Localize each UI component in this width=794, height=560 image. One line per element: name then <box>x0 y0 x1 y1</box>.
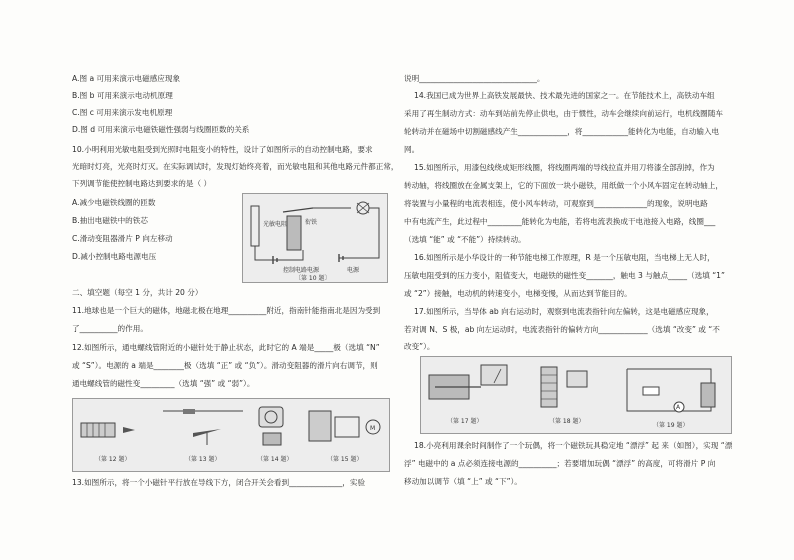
q17-line3: 改变”）。 <box>404 342 435 351</box>
q17-line2: 若对调 N、S 极，ab 向左运动时，电流表指针的偏转方向_____________（选填 “改变” 或 “不 <box>404 325 720 334</box>
figure-10-circuit <box>243 194 387 282</box>
option-b: B.图 b 可用来演示电动机原理 <box>72 91 173 100</box>
electromagnet-shape <box>287 216 301 250</box>
q10-option-c: C.滑动变阻器滑片 P 向左移动 <box>72 234 173 243</box>
q13-line2: 说明_______________________________。 <box>404 74 545 83</box>
svg-text:A: A <box>676 404 681 411</box>
figure-10 <box>242 193 388 283</box>
figure-18 <box>541 367 587 425</box>
fig14-caption: （第 14 题） <box>257 456 293 463</box>
q10-line1: 10.小明利用光敏电阻受到光照时电阻变小的特性，设计了如图所示的自动控制电路，要求 <box>72 145 373 154</box>
figure-strip-17-19-drawing <box>421 357 731 433</box>
q10-line3: 下列调节能使控制电路达到要求的是（ ） <box>72 179 212 188</box>
figure-15 <box>309 411 380 463</box>
q10-option-d: D.减小控制电路电源电压 <box>72 252 157 261</box>
figure-17 <box>429 365 507 425</box>
q18-line1: 18.小亮利用课余时间制作了一个玩偶，将一个磁铁玩具稳定地 “漂浮” 起 来（如图），实现 “漂 <box>414 441 733 450</box>
q12-line1: 12.如图所示，通电螺线管附近的小磁针处于静止状态，此时它的 A 端是_____极（选填 “N” <box>72 343 380 352</box>
fig10-power-label: 电源 <box>347 267 360 274</box>
q14-line1: 14.我国已成为世界上高铁发展最快、技术最先进的国家之一。在节能技术上，高铁动车组 <box>414 91 715 100</box>
fig18-caption: （第 18 题） <box>549 418 585 425</box>
figure-12 <box>81 423 135 463</box>
option-a: A.图 a 可用来演示电磁感应现象 <box>72 74 181 83</box>
svg-text:M: M <box>370 425 376 432</box>
fig12-caption: （第 12 题） <box>95 456 131 463</box>
figure-strip-17-19 <box>420 356 732 434</box>
q13-line1: 13.如图所示，将一个小磁针平行放在导线下方，闭合开关会看到______________，实验 <box>72 478 366 487</box>
q18-line3: 移动加以调节（填 “上” 或 “下”）。 <box>404 477 522 486</box>
q15-line1: 15.如图所示，用漆包线绕成矩形线圈，将线圈两端的导线拉直并用刀将漆全部刮掉，作为 <box>414 163 715 172</box>
q15-line4: 中有电流产生，此过程中_________能转化为电能，若将电流表换成干电池接入电路，线圈___ <box>404 217 716 226</box>
q16-line1: 16.如图所示是小华设计的一种节能电梯工作原理，R 是一个压敏电阻，当电梯上无人时， <box>414 253 715 262</box>
q14-line4: 网。 <box>404 145 420 154</box>
q11-line1: 11.地球也是一个巨大的磁体，地磁北极在地理__________附近，指南针能指南北是因为受到 <box>72 306 381 315</box>
section-2-heading: 二、填空题（每空 1 分，共计 20 分） <box>72 288 203 297</box>
fig10-light-label: 光敏电阻 <box>263 221 288 228</box>
q15-line2: 转动轴，将线圈放在金属支架上，它的下面放一块小磁铁，用纸做一个小风车固定在转动轴上， <box>404 181 723 190</box>
q14-line3: 轮转动并在磁场中切割磁感线产生_____________，将____________能转化为电能，自动输入电 <box>404 127 720 136</box>
q11-line2: 了__________的作用。 <box>72 324 148 333</box>
figure-strip-12-14-drawing <box>73 399 389 471</box>
q17-line1: 17.如图所示，当导体 ab 向右运动时，观察到电流表指针向左偏转，这是电磁感应现象， <box>414 307 714 316</box>
fig17-caption: （第 17 题） <box>447 418 483 425</box>
q12-line3: 通电螺线管的磁性变_________（选填 “强” 或 “弱”）。 <box>72 379 255 388</box>
q12-line2: 或 “S”）。电源的 a 端是________极（选填 “正” 或 “负”）。滑动变阻器的滑片向右调节，则 <box>72 361 378 370</box>
q10-line2: 光暗时灯亮，光亮时灯灭。在实际调试时，发现灯始终亮着，而光敏电阻和其他电路元件都正常， <box>72 162 399 171</box>
option-c: C.图 c 可用来演示发电机原理 <box>72 108 173 117</box>
figure-13 <box>163 409 243 463</box>
fig10-control-label: 控制电路电源 <box>283 267 320 274</box>
q15-line3: 将装置与小量程的电流表相连，使小风车转动，可观察到______________的现象，说明电路 <box>404 199 708 208</box>
q18-line2: 浮” 电磁中的 a 点必须连接电源的__________；若要增加玩偶 “漂浮” 的高度，可将滑片 P 向 <box>404 459 716 468</box>
fig19-caption: （第 19 题） <box>653 422 689 429</box>
fig10-iron-label: 衔铁 <box>305 219 318 226</box>
q10-option-a: A.减少电磁铁线圈的匝数 <box>72 198 156 207</box>
fig13-caption: （第 13 题） <box>185 456 221 463</box>
photoresistor-shape <box>251 206 259 246</box>
q14-line2: 采用了再生制动方式：动车到站前先停止供电，由于惯性，动车会继续向前运行，电机线圈随车 <box>404 109 723 118</box>
figure-19 <box>627 369 715 429</box>
q15-line5: （选填 “能” 或 “不能”）持续转动。 <box>404 235 526 244</box>
fig10-caption: 〔第 10 题〕 <box>295 275 331 282</box>
q16-line3: 或 “2”）接触，电动机的转速变小，电梯变慢，从而达到节能目的。 <box>404 289 632 298</box>
figure-14 <box>257 407 292 463</box>
fig15-caption: （第 15 题） <box>327 456 363 463</box>
option-d: D.图 d 可用来演示电磁铁磁性强弱与线圈匝数的关系 <box>72 125 250 134</box>
figure-strip-12-14 <box>72 398 390 472</box>
q16-line2: 压敏电阻受到的压力变小，阻值变大，电磁铁的磁性变_______，触电 3 与触点_____（选填 “1” <box>404 271 725 280</box>
q10-option-b: B.抽出电磁铁中的铁芯 <box>72 216 148 225</box>
